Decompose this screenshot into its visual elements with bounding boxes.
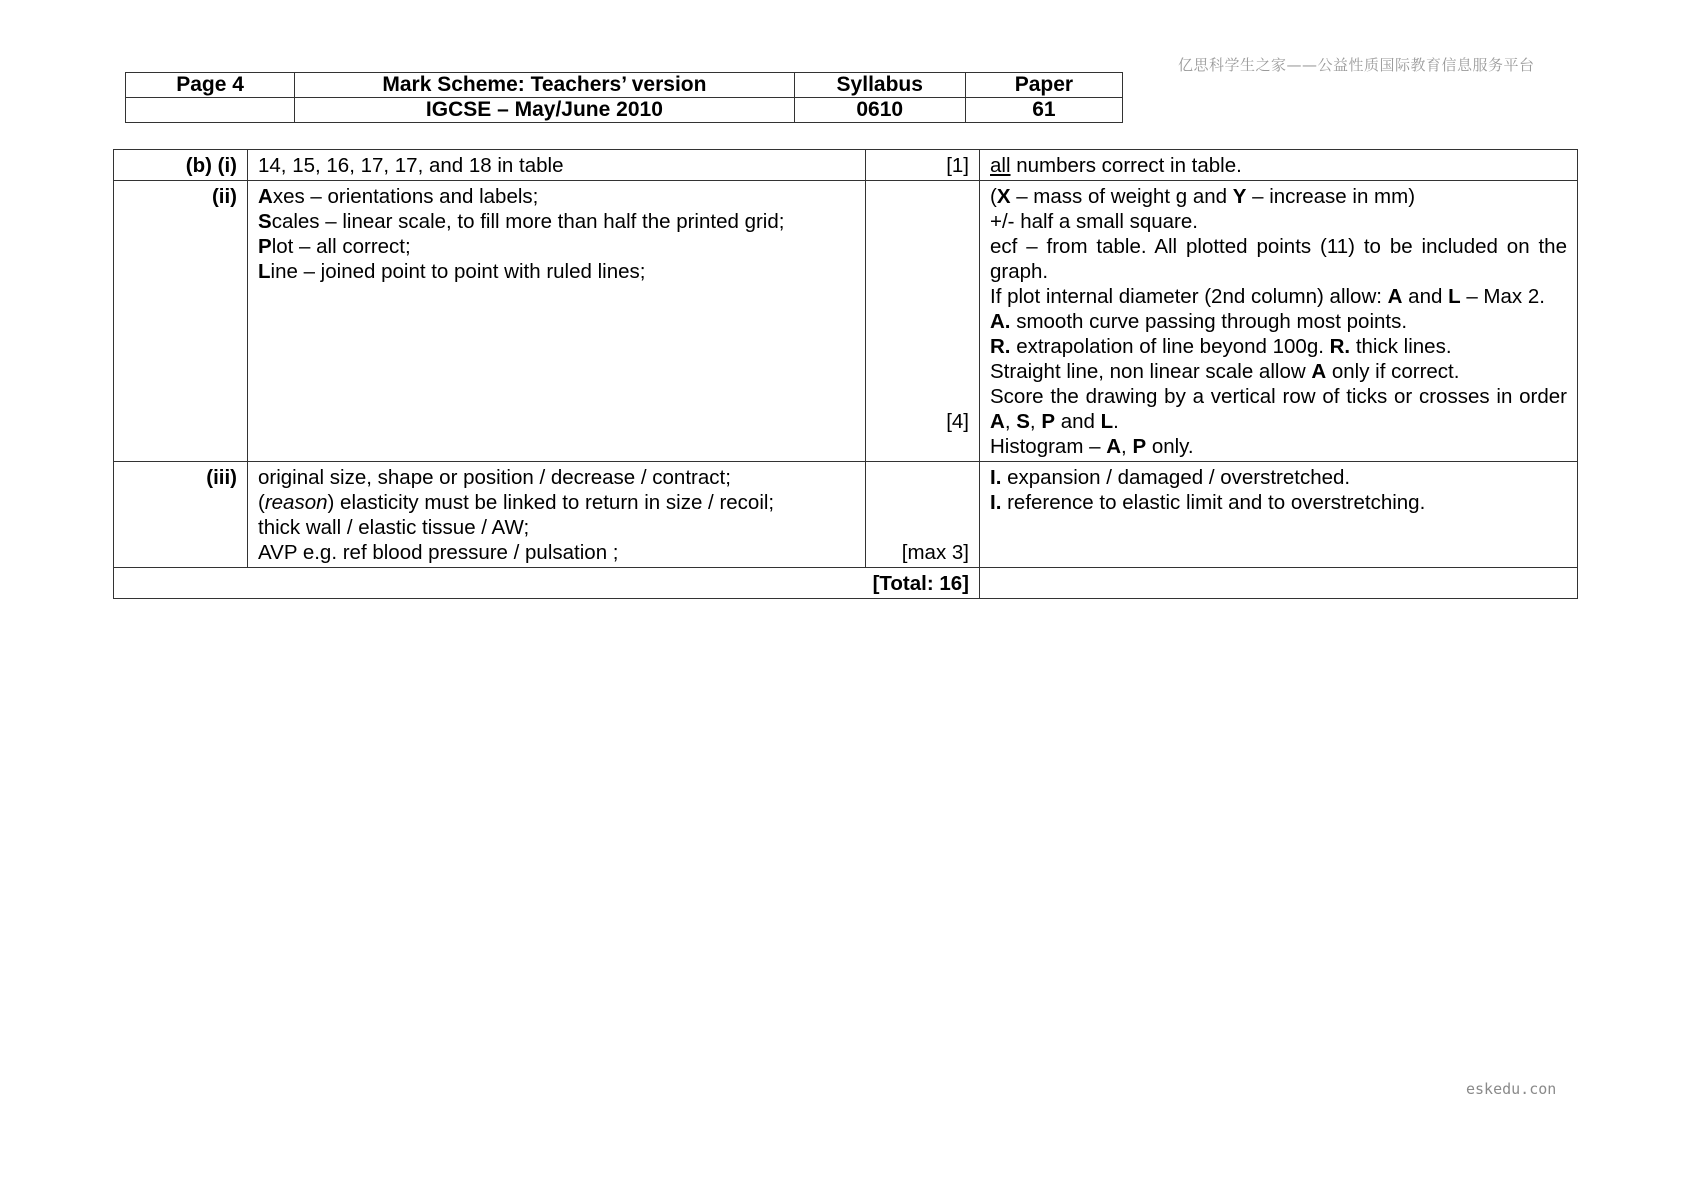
guidance-text: reference to elastic limit and to overstretching. (1001, 491, 1426, 514)
guidance-text: – mass of weight g and (1010, 185, 1233, 208)
table-row (114, 150, 1578, 181)
guidance-text: , (1121, 435, 1133, 458)
guidance-bold: A (990, 410, 1005, 433)
answer-text: lot – all correct; (271, 235, 411, 258)
header-paper-label: Paper (965, 73, 1122, 98)
answer-text: ( (258, 491, 265, 514)
guidance-text: only. (1146, 435, 1194, 458)
guidance-text: only if correct. (1326, 360, 1460, 383)
guidance-line (990, 284, 1567, 309)
header-syllabus-label: Syllabus (794, 73, 965, 98)
header-title: Mark Scheme: Teachers’ version (295, 73, 795, 98)
header-paper: 61 (965, 98, 1122, 123)
answer-line: 14, 15, 16, 17, 17, and 18 in table (258, 154, 564, 177)
table-row (114, 181, 1578, 462)
question-part: (b) (i) (114, 150, 248, 181)
answer-line (258, 234, 855, 259)
mark-cell: [4] (866, 181, 980, 462)
table-row-total (114, 568, 1578, 599)
guidance-text: ( (990, 185, 997, 208)
guidance-bold: X (996, 185, 1011, 208)
guidance-bold: A (1311, 360, 1327, 383)
guidance-text: and (1055, 410, 1101, 433)
header-page: Page 4 (126, 73, 295, 98)
answer-italic: reason (264, 491, 328, 514)
guidance-text: , (1029, 410, 1042, 433)
guidance-line (990, 465, 1567, 490)
guidance-line: +/- half a small square. (990, 210, 1198, 233)
guidance-text: and (1402, 285, 1449, 308)
header-empty-cell (126, 98, 295, 123)
guidance-text: thick lines. (1350, 335, 1452, 358)
mark-scheme-table (113, 149, 1578, 599)
guidance-bold: L (1100, 410, 1114, 433)
mark-cell: [max 3] (866, 462, 980, 568)
answer-key-letter: L (258, 260, 271, 283)
guidance-text: Histogram – (990, 435, 1107, 458)
guidance-bold: A. (990, 310, 1011, 333)
guidance-bold: I. (990, 466, 1002, 489)
guidance-bold: R. (990, 335, 1011, 358)
total-marks: [Total: 16] (114, 568, 980, 599)
table-row (114, 462, 1578, 568)
guidance-line: ecf – from table. All plotted points (11) to be included on the graph. (990, 235, 1567, 283)
answer-line: thick wall / elastic tissue / AW; (258, 516, 530, 539)
answer-line (258, 259, 855, 284)
guidance-text: – increase in mm) (1246, 185, 1416, 208)
guidance-text: , (1004, 410, 1017, 433)
guidance-line (990, 434, 1567, 459)
underlined-word: all (990, 154, 1011, 177)
answer-line (258, 209, 855, 234)
guidance-bold: I. (990, 491, 1002, 514)
question-part: (ii) (114, 181, 248, 462)
header-exam: IGCSE – May/June 2010 (295, 98, 795, 123)
guidance-cell (980, 462, 1578, 568)
answer-text: xes – orientations and labels; (272, 185, 539, 208)
guidance-bold: A (1387, 285, 1403, 308)
guidance-text: If plot internal diameter (2nd column) allow: (990, 285, 1388, 308)
guidance-line (990, 309, 1567, 334)
answer-cell (248, 150, 866, 181)
guidance-line (990, 359, 1567, 384)
guidance-text: Score the drawing by a vertical row of ticks or crosses in order (990, 385, 1567, 408)
question-part: (iii) (114, 462, 248, 568)
answer-text: ) elasticity must be linked to return in size / recoil; (327, 491, 775, 514)
guidance-bold: Y (1232, 185, 1247, 208)
header-syllabus: 0610 (794, 98, 965, 123)
guidance-text: Straight line, non linear scale allow (990, 360, 1312, 383)
guidance-text: . (1113, 410, 1119, 433)
guidance-line (990, 384, 1567, 434)
answer-line: AVP e.g. ref blood pressure / pulsation ; (258, 541, 619, 564)
answer-key-letter: P (258, 235, 272, 258)
answer-key-letter: A (258, 185, 273, 208)
guidance-text: smooth curve passing through most points. (1010, 310, 1408, 333)
answer-line (258, 184, 855, 209)
watermark-bottom: eskedu.con (1466, 1080, 1557, 1098)
guidance-bold: L (1448, 285, 1461, 308)
header-table (125, 72, 1123, 123)
answer-line: original size, shape or position / decrease / contract; (258, 466, 731, 489)
guidance-bold: P (1132, 435, 1147, 458)
guidance-text: – Max 2. (1460, 285, 1545, 308)
guidance-text: extrapolation of line beyond 100g. (1010, 335, 1330, 358)
guidance-text: numbers correct in table. (1010, 154, 1242, 177)
guidance-cell (980, 150, 1578, 181)
guidance-bold: A (1106, 435, 1122, 458)
guidance-bold: R. (1329, 335, 1351, 358)
guidance-text: expansion / damaged / overstretched. (1001, 466, 1351, 489)
guidance-bold: S (1016, 410, 1030, 433)
answer-key-letter: S (258, 210, 272, 233)
empty-cell (980, 568, 1578, 599)
guidance-line (990, 334, 1567, 359)
guidance-bold: P (1041, 410, 1055, 433)
mark-cell: [1] (866, 150, 980, 181)
guidance-line (990, 490, 1567, 515)
guidance-cell (980, 181, 1578, 462)
answer-text: ine – joined point to point with ruled lines; (270, 260, 646, 283)
answer-text: cales – linear scale, to fill more than half the printed grid; (271, 210, 785, 233)
guidance-line (990, 184, 1567, 209)
watermark-top: 亿思科学生之家——公益性质国际教育信息服务平台 (1178, 56, 1535, 74)
answer-cell (248, 181, 866, 462)
answer-cell (248, 462, 866, 568)
answer-line (258, 490, 855, 515)
